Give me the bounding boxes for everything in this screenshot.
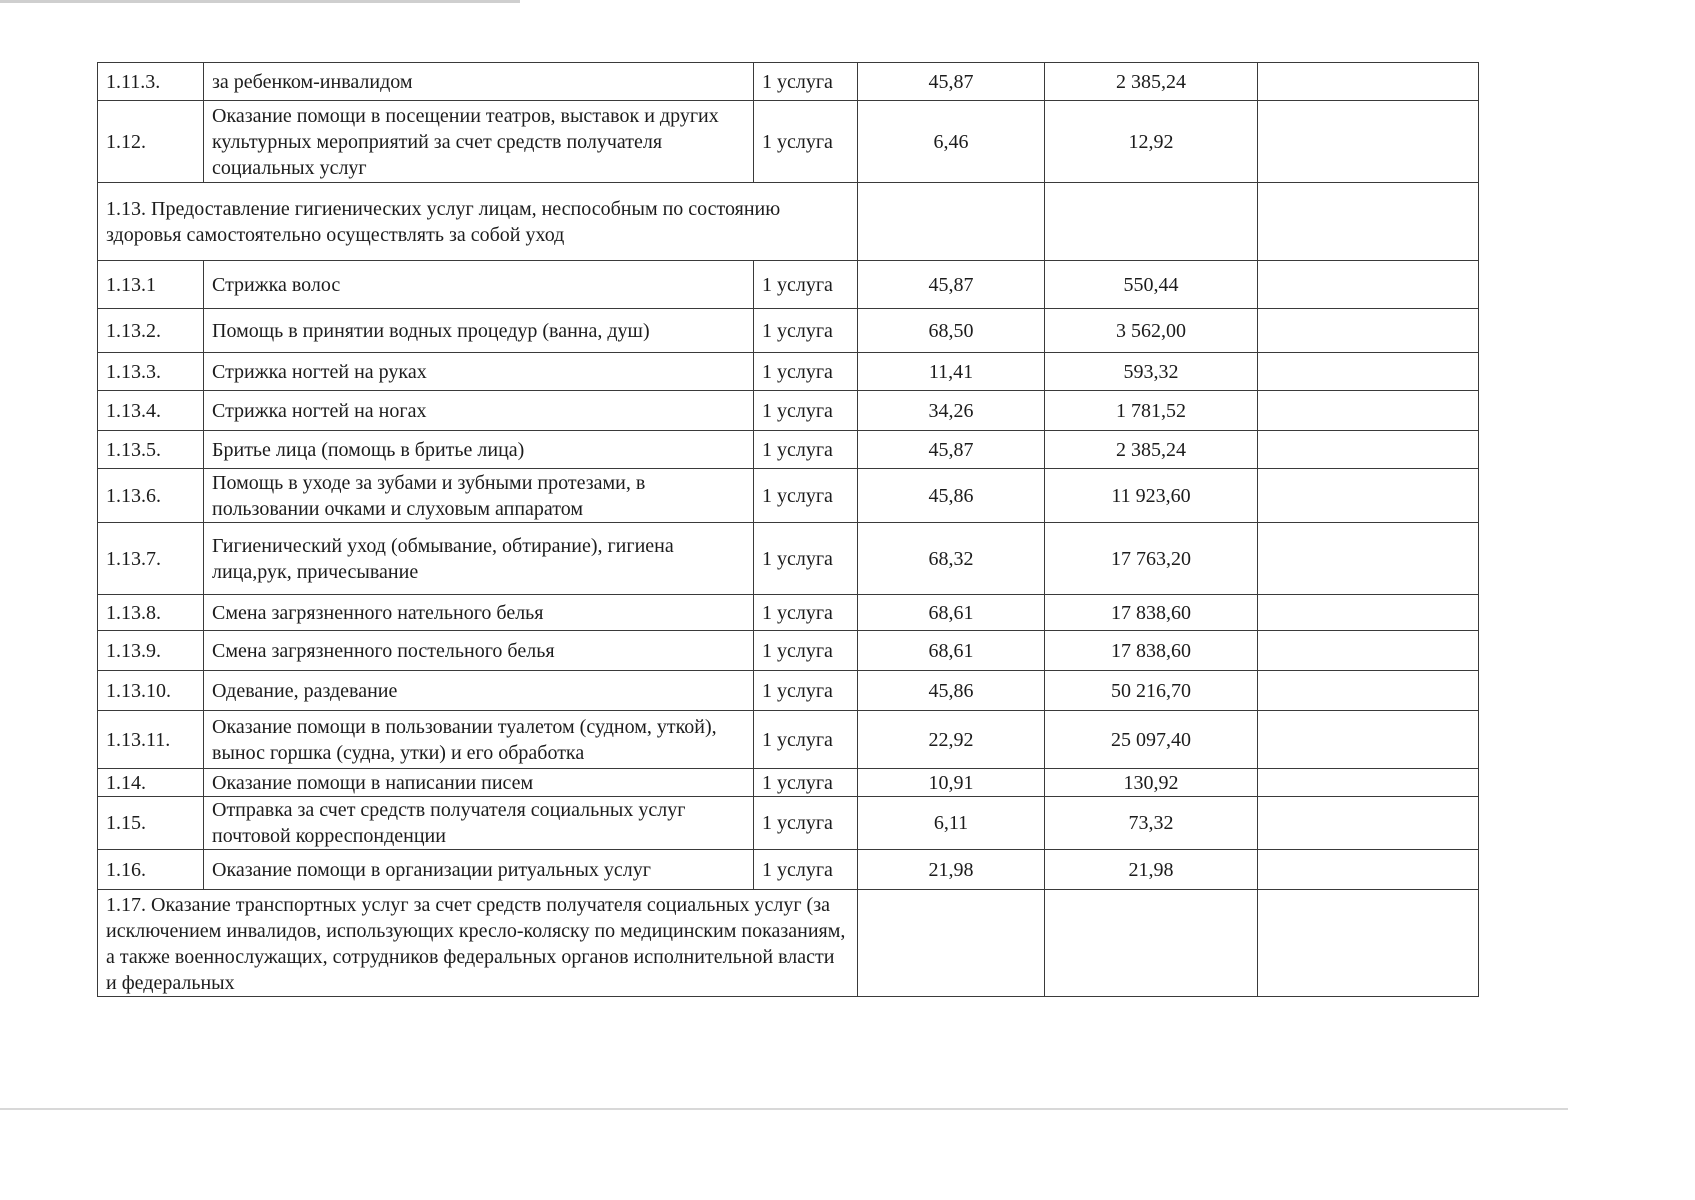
total-cell: 550,44 (1045, 261, 1258, 309)
code-cell: 1.12. (98, 101, 204, 183)
code-cell: 1.15. (98, 797, 204, 850)
price-cell: 6,46 (858, 101, 1045, 183)
service-name-cell: Оказание помощи в написании писем (204, 769, 754, 797)
note-cell (1258, 769, 1479, 797)
total-cell: 50 216,70 (1045, 671, 1258, 711)
total-cell: 2 385,24 (1045, 431, 1258, 469)
unit-cell: 1 услуга (754, 391, 858, 431)
price-cell: 10,91 (858, 769, 1045, 797)
total-cell: 21,98 (1045, 850, 1258, 890)
total-cell: 25 097,40 (1045, 711, 1258, 769)
total-cell: 3 562,00 (1045, 309, 1258, 353)
service-name-cell: Стрижка волос (204, 261, 754, 309)
note-cell (1258, 183, 1479, 261)
code-cell: 1.13.11. (98, 711, 204, 769)
total-cell (1045, 890, 1258, 997)
unit-cell: 1 услуга (754, 431, 858, 469)
service-row (98, 63, 1479, 101)
unit-cell: 1 услуга (754, 769, 858, 797)
total-cell: 11 923,60 (1045, 469, 1258, 523)
code-cell: 1.13.4. (98, 391, 204, 431)
service-row (98, 391, 1479, 431)
total-cell: 12,92 (1045, 101, 1258, 183)
price-cell: 34,26 (858, 391, 1045, 431)
code-cell: 1.13.7. (98, 523, 204, 595)
service-row (98, 469, 1479, 523)
unit-cell: 1 услуга (754, 631, 858, 671)
scan-bottom-edge (0, 1108, 1568, 1110)
total-cell (1045, 183, 1258, 261)
service-name-cell: Гигиенический уход (обмывание, обтирание), гигиена лица,рук, причесывание (204, 523, 754, 595)
price-cell: 45,87 (858, 261, 1045, 309)
unit-cell: 1 услуга (754, 309, 858, 353)
price-cell: 45,86 (858, 671, 1045, 711)
price-cell: 68,61 (858, 631, 1045, 671)
note-cell (1258, 850, 1479, 890)
code-cell: 1.13.9. (98, 631, 204, 671)
price-cell: 68,32 (858, 523, 1045, 595)
service-row (98, 353, 1479, 391)
code-cell: 1.13.1 (98, 261, 204, 309)
unit-cell: 1 услуга (754, 595, 858, 631)
service-row (98, 595, 1479, 631)
price-cell: 21,98 (858, 850, 1045, 890)
code-cell: 1.13.6. (98, 469, 204, 523)
service-name-cell: Отправка за счет средств получателя социальных услуг почтовой корреспонденции (204, 797, 754, 850)
note-cell (1258, 261, 1479, 309)
note-cell (1258, 671, 1479, 711)
note-cell (1258, 797, 1479, 850)
price-cell: 45,86 (858, 469, 1045, 523)
unit-cell: 1 услуга (754, 353, 858, 391)
unit-cell: 1 услуга (754, 671, 858, 711)
tariff-table-body (98, 63, 1479, 997)
unit-cell: 1 услуга (754, 797, 858, 850)
price-cell: 45,87 (858, 63, 1045, 101)
note-cell (1258, 353, 1479, 391)
section-row (98, 183, 1479, 261)
unit-cell: 1 услуга (754, 469, 858, 523)
code-cell: 1.14. (98, 769, 204, 797)
service-row (98, 431, 1479, 469)
price-cell: 22,92 (858, 711, 1045, 769)
price-cell (858, 890, 1045, 997)
service-name-cell: Одевание, раздевание (204, 671, 754, 711)
scan-top-edge (0, 0, 520, 3)
total-cell: 2 385,24 (1045, 63, 1258, 101)
service-row (98, 309, 1479, 353)
note-cell (1258, 431, 1479, 469)
price-cell: 11,41 (858, 353, 1045, 391)
price-cell (858, 183, 1045, 261)
service-row (98, 671, 1479, 711)
note-cell (1258, 391, 1479, 431)
total-cell: 17 838,60 (1045, 631, 1258, 671)
note-cell (1258, 890, 1479, 997)
tariff-table (97, 62, 1479, 997)
code-cell: 1.16. (98, 850, 204, 890)
service-row (98, 797, 1479, 850)
service-name-cell: Стрижка ногтей на руках (204, 353, 754, 391)
service-row (98, 523, 1479, 595)
note-cell (1258, 595, 1479, 631)
service-name-cell: Оказание помощи в организации ритуальных услуг (204, 850, 754, 890)
service-name-cell: за ребенком-инвалидом (204, 63, 754, 101)
total-cell: 73,32 (1045, 797, 1258, 850)
total-cell: 130,92 (1045, 769, 1258, 797)
price-cell: 6,11 (858, 797, 1045, 850)
service-name-cell: Смена загрязненного нательного белья (204, 595, 754, 631)
unit-cell: 1 услуга (754, 261, 858, 309)
total-cell: 1 781,52 (1045, 391, 1258, 431)
price-cell: 68,50 (858, 309, 1045, 353)
total-cell: 593,32 (1045, 353, 1258, 391)
code-cell: 1.13.3. (98, 353, 204, 391)
unit-cell: 1 услуга (754, 523, 858, 595)
service-row (98, 769, 1479, 797)
code-cell: 1.13.5. (98, 431, 204, 469)
total-cell: 17 763,20 (1045, 523, 1258, 595)
service-row (98, 101, 1479, 183)
service-name-cell: Бритье лица (помощь в бритье лица) (204, 431, 754, 469)
price-cell: 68,61 (858, 595, 1045, 631)
service-name-cell: Стрижка ногтей на ногах (204, 391, 754, 431)
service-row (98, 261, 1479, 309)
service-name-cell: Помощь в уходе за зубами и зубными протезами, в пользовании очками и слуховым аппаратом (204, 469, 754, 523)
unit-cell: 1 услуга (754, 850, 858, 890)
note-cell (1258, 63, 1479, 101)
service-name-cell: Оказание помощи в посещении театров, выставок и других культурных мероприятий за счет средств получателя социальных услуг (204, 101, 754, 183)
section-row (98, 890, 1479, 997)
code-cell: 1.13.8. (98, 595, 204, 631)
note-cell (1258, 101, 1479, 183)
note-cell (1258, 523, 1479, 595)
total-cell: 17 838,60 (1045, 595, 1258, 631)
code-cell: 1.13.2. (98, 309, 204, 353)
note-cell (1258, 309, 1479, 353)
note-cell (1258, 711, 1479, 769)
unit-cell: 1 услуга (754, 63, 858, 101)
service-name-cell: Помощь в принятии водных процедур (ванна, душ) (204, 309, 754, 353)
section-title: 1.17. Оказание транспортных услуг за счет средств получателя социальных услуг (за исключением инвалидов, использующих кресло-коляску по медицинским показаниям, а также военнослужащих, сотрудников федеральных органов исполнительной власти и федеральных (98, 890, 858, 997)
service-row (98, 711, 1479, 769)
service-row (98, 631, 1479, 671)
unit-cell: 1 услуга (754, 101, 858, 183)
note-cell (1258, 469, 1479, 523)
code-cell: 1.13.10. (98, 671, 204, 711)
service-row (98, 850, 1479, 890)
service-name-cell: Смена загрязненного постельного белья (204, 631, 754, 671)
code-cell: 1.11.3. (98, 63, 204, 101)
section-title: 1.13. Предоставление гигиенических услуг лицам, неспособным по состоянию здоровья самостоятельно осуществлять за собой уход (98, 183, 858, 261)
note-cell (1258, 631, 1479, 671)
price-cell: 45,87 (858, 431, 1045, 469)
service-name-cell: Оказание помощи в пользовании туалетом (судном, уткой), вынос горшка (судна, утки) и его обработка (204, 711, 754, 769)
unit-cell: 1 услуга (754, 711, 858, 769)
